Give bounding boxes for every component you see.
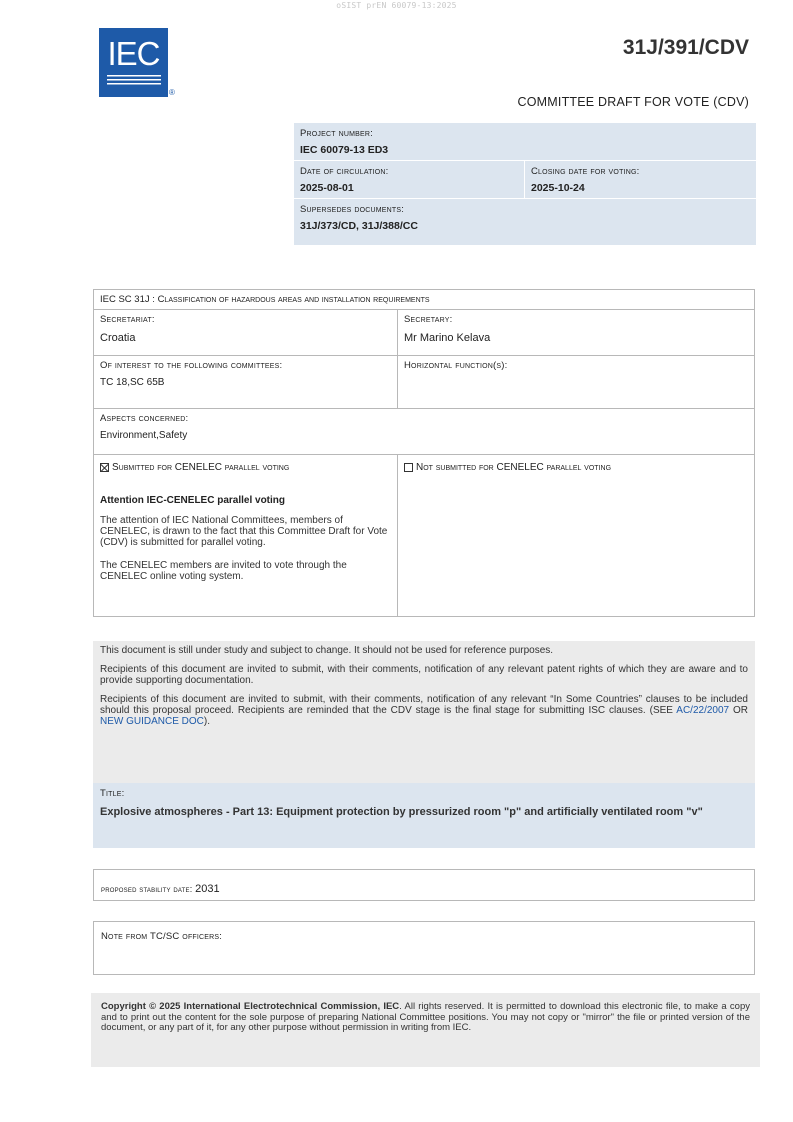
secretariat-cell bbox=[94, 310, 398, 355]
ac-22-2007-link[interactable]: AC/22/2007 bbox=[676, 705, 730, 716]
notice-p3-text: Recipients of this document are invited to submit, with their comments, notification of any relevant “In Some Countries” clauses to be included should this proposal proceed. Recipients are reminded that the CDV stage is the final stage for submitting ISC clauses. ( bbox=[100, 694, 748, 716]
horizontal-cell bbox=[398, 356, 754, 408]
interest-value: TC 18,SC 65B bbox=[100, 377, 165, 388]
secretariat-value: Croatia bbox=[100, 332, 136, 344]
committee-table bbox=[93, 289, 755, 617]
notice-paragraph-1: This document is still under study and subject to change. It should not be used for reference purposes. bbox=[100, 645, 554, 656]
interest-row bbox=[94, 356, 754, 409]
new-guidance-doc-link[interactable]: NEW GUIDANCE DOC bbox=[100, 716, 204, 727]
supersedes-value: 31J/373/CD, 31J/388/CC bbox=[300, 220, 418, 232]
officers-note-label: Note from TC/SC officers: bbox=[101, 931, 223, 942]
interest-cell bbox=[94, 356, 398, 408]
sc-name: Classification of hazardous areas and installation requirements bbox=[157, 294, 430, 305]
sc-cell bbox=[94, 290, 754, 309]
secretariat-row bbox=[94, 310, 754, 356]
notice-or: OR bbox=[729, 705, 748, 716]
watermark: oSIST prEN 60079-13:2025 bbox=[336, 1, 457, 10]
aspects-cell bbox=[94, 409, 754, 454]
iec-logo bbox=[99, 28, 168, 97]
copyright-paragraph bbox=[101, 1002, 750, 1034]
attention-paragraph-2: The CENELEC members are invited to vote through the CENELEC online voting system. bbox=[100, 560, 347, 582]
project-number-row bbox=[294, 123, 756, 161]
closing-cell bbox=[525, 161, 756, 198]
aspects-value: Environment,Safety bbox=[100, 430, 188, 441]
stability-label: proposed stability date: bbox=[101, 884, 196, 894]
not-submitted-cell bbox=[398, 455, 754, 616]
stability-box bbox=[93, 869, 755, 901]
submitted-checkbox[interactable] bbox=[100, 463, 109, 472]
project-info-box bbox=[294, 123, 756, 245]
aspects-row bbox=[94, 409, 754, 455]
supersedes-label: Supersedes documents: bbox=[300, 204, 405, 215]
supersedes-row bbox=[294, 199, 756, 245]
sc-row bbox=[94, 290, 754, 310]
document-title: Explosive atmospheres - Part 13: Equipment protection by pressurized room "p" and artificially ventilated room "v" bbox=[100, 806, 703, 818]
not-submitted-checkbox-row bbox=[404, 462, 748, 473]
title-box bbox=[93, 783, 755, 848]
closing-label: Closing date for voting: bbox=[531, 166, 640, 177]
interest-label: Of interest to the following committees: bbox=[100, 360, 283, 371]
secretary-cell bbox=[398, 310, 754, 355]
secretary-label: Secretary: bbox=[404, 314, 453, 325]
title-label: Title: bbox=[100, 788, 125, 799]
registered-mark: ® bbox=[169, 88, 175, 97]
stability-value: 2031 bbox=[195, 883, 220, 895]
secretary-value: Mr Marino Kelava bbox=[404, 332, 491, 344]
copyright-box bbox=[91, 993, 760, 1067]
logo-lines-icon bbox=[107, 75, 161, 87]
submitted-checkbox-row bbox=[100, 462, 391, 473]
logo-text: IEC bbox=[107, 35, 160, 72]
circulation-label: Date of circulation: bbox=[300, 166, 389, 177]
notice-box bbox=[93, 641, 755, 791]
sc-prefix: IEC SC 31J : bbox=[100, 294, 158, 305]
document-reference: 31J/391/CDV bbox=[622, 36, 749, 59]
not-submitted-checkbox[interactable] bbox=[404, 463, 413, 472]
attention-heading: Attention IEC-CENELEC parallel voting bbox=[100, 495, 286, 506]
submitted-cell bbox=[94, 455, 398, 616]
document-type-title: COMMITTEE DRAFT FOR VOTE (CDV) bbox=[517, 95, 749, 109]
officers-note-box bbox=[93, 921, 755, 975]
secretariat-label: Secretariat: bbox=[100, 314, 155, 325]
notice-paragraph-2: Recipients of this document are invited to submit, with their comments, notification of any relevant patent rights of which they are aware and to provide supporting documentation. bbox=[100, 664, 748, 686]
dates-row bbox=[294, 161, 756, 199]
submitted-label: Submitted for CENELEC parallel voting bbox=[112, 462, 290, 473]
notice-end: ). bbox=[203, 716, 211, 727]
copyright-text: . All rights reserved. It is permitted to download this electronic file, to make a copy and to print out the content for the sole purpose of preparing National Committee positions. You may not copy or "mirror" the file or printed version of the document, or any part of it, for any other purpose without permission in writing from IEC. bbox=[101, 1001, 750, 1033]
circulation-cell bbox=[294, 161, 525, 198]
voting-row bbox=[94, 455, 754, 616]
project-number-value: IEC 60079-13 ED3 bbox=[300, 144, 389, 156]
notice-paragraph-3 bbox=[100, 694, 748, 727]
closing-date: 2025-10-24 bbox=[531, 182, 585, 194]
circulation-date: 2025-08-01 bbox=[300, 182, 354, 194]
aspects-label: Aspects concerned: bbox=[100, 413, 189, 424]
notice-see: SEE bbox=[652, 705, 677, 716]
copyright-bold: Copyright © 2025 International Electrotechnical Commission, IEC bbox=[101, 1001, 400, 1012]
not-submitted-label: Not submitted for CENELEC parallel voting bbox=[416, 462, 612, 473]
horizontal-label: Horizontal function(s): bbox=[404, 360, 508, 371]
project-number-label: Project number: bbox=[300, 128, 373, 139]
attention-paragraph-1: The attention of IEC National Committees, members of CENELEC, is drawn to the fact that this Committee Draft for Vote (CDV) is submitted for parallel voting. bbox=[100, 515, 388, 548]
